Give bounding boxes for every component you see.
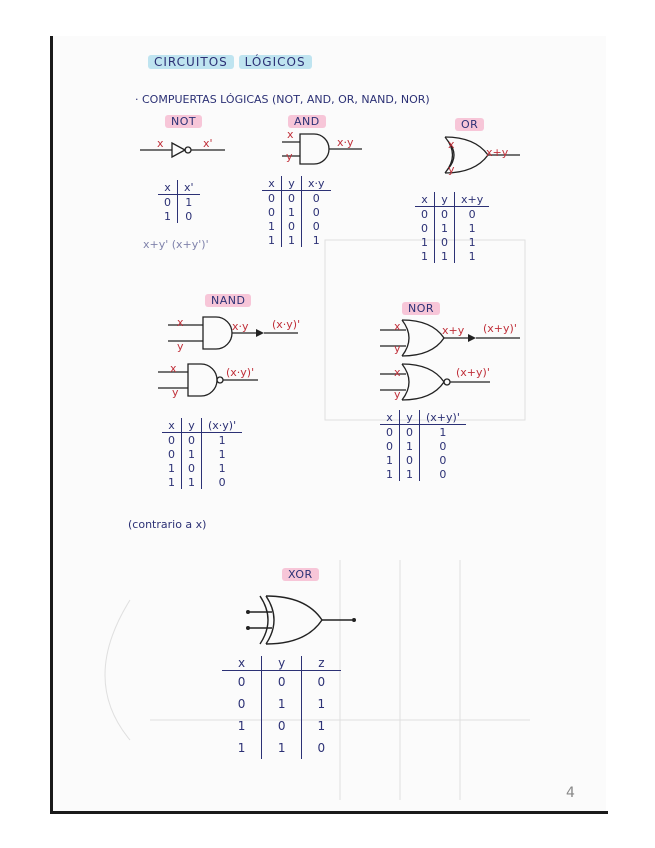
not-output-label: x' xyxy=(203,137,213,150)
xor-cell: 1 xyxy=(237,719,246,733)
page-number: 4 xyxy=(566,785,575,801)
or-truth-table xyxy=(415,192,489,263)
not-gate-symbol xyxy=(140,138,230,168)
nor-truth-table xyxy=(380,410,466,481)
nor2-input-x: x xyxy=(394,366,401,379)
nor1-mid-label: x+y xyxy=(442,324,465,337)
or-input-x: x xyxy=(448,138,455,151)
nand1-input-x: x xyxy=(177,316,184,329)
or-cell: 1 xyxy=(455,249,490,263)
nor-label: NOR xyxy=(402,302,440,315)
nand-cell: 1 xyxy=(168,461,175,475)
xor-cell: 0 xyxy=(237,697,246,711)
not-header-x: x xyxy=(158,180,178,195)
title-word-2: LÓGICOS xyxy=(239,55,312,69)
nand1-mid-label: x·y xyxy=(232,320,249,333)
nand-cell: 1 xyxy=(202,447,243,461)
and-output-label: x·y xyxy=(337,136,354,149)
nor2-input-y: y xyxy=(394,388,401,401)
nand1-output-label: (x·y)' xyxy=(272,318,301,331)
xor-cell: 1 xyxy=(237,741,246,755)
nor-cell: 0 xyxy=(386,439,393,453)
nand2-input-x: x xyxy=(170,362,177,375)
xor-cell: 0 xyxy=(237,675,246,689)
or-header-out: x+y xyxy=(455,192,490,207)
nand-cell: 0 xyxy=(182,461,202,475)
xor-truth-table xyxy=(222,656,341,759)
xor-cell: 0 xyxy=(302,671,341,694)
not-cell: 1 xyxy=(178,195,200,210)
nor-header-y: y xyxy=(400,410,420,425)
not-cell: 0 xyxy=(178,209,200,223)
and-cell: 0 xyxy=(282,219,302,233)
or-cell: 1 xyxy=(455,221,490,235)
and-input-y: y xyxy=(286,150,293,163)
or-cell: 1 xyxy=(455,235,490,249)
contrary-note: (contrario a x) xyxy=(128,518,207,531)
nor-cell: 0 xyxy=(386,425,393,439)
or-cell: 0 xyxy=(435,207,455,222)
not-truth-table xyxy=(158,180,200,223)
nand2-output-label: (x·y)' xyxy=(226,366,255,379)
nor-cell: 1 xyxy=(400,467,420,481)
nand-cell: 1 xyxy=(202,433,243,448)
nand-cell: 1 xyxy=(168,475,175,489)
nand-header-y: y xyxy=(182,418,202,433)
and-cell: 1 xyxy=(268,233,275,247)
page-title xyxy=(148,55,312,69)
nand-cell: 1 xyxy=(202,461,243,475)
not-cell: 1 xyxy=(164,209,171,223)
nand-cell: 0 xyxy=(182,433,202,448)
nand-header-out: (x·y)' xyxy=(202,418,243,433)
nor1-output-label: (x+y)' xyxy=(483,322,517,335)
or-header-x: x xyxy=(415,192,435,207)
page-bottom-edge xyxy=(50,811,608,814)
not-cell: 0 xyxy=(164,195,171,209)
and-cell: 0 xyxy=(282,191,302,206)
xor-cell: 0 xyxy=(302,737,341,759)
xor-cell: 1 xyxy=(302,715,341,737)
and-header-out: x·y xyxy=(302,176,331,191)
nor-cell: 1 xyxy=(400,439,420,453)
xor-header-y: y xyxy=(262,656,302,671)
xor-gate-symbol xyxy=(240,592,365,652)
nand-gate-title xyxy=(205,294,251,307)
and-label: AND xyxy=(288,115,326,128)
section-subtitle: · COMPUERTAS LÓGICAS (NOT, AND, OR, NAND, NOR) xyxy=(135,93,430,106)
not-label: NOT xyxy=(165,115,202,128)
and-cell: 0 xyxy=(302,219,331,233)
title-word-1: CIRCUITOS xyxy=(148,55,234,69)
nor1-input-y: y xyxy=(394,342,401,355)
or-cell: 0 xyxy=(435,235,455,249)
or-cell: 0 xyxy=(421,221,428,235)
nand-cell: 1 xyxy=(182,447,202,461)
nor-header-x: x xyxy=(380,410,400,425)
nor-cell: 0 xyxy=(400,453,420,467)
nand-cell: 0 xyxy=(202,475,243,489)
not-input-label: x xyxy=(157,137,164,150)
and-gate-title xyxy=(288,115,326,128)
and-cell: 0 xyxy=(302,205,331,219)
nand2-input-y: y xyxy=(172,386,179,399)
nor-cell: 0 xyxy=(420,467,466,481)
nand-cell: 1 xyxy=(182,475,202,489)
nor-cell: 1 xyxy=(386,453,393,467)
nor-cell: 0 xyxy=(420,439,466,453)
xor-label: XOR xyxy=(282,568,319,581)
xor-cell: 1 xyxy=(262,693,302,715)
or-label: OR xyxy=(455,118,484,131)
and-header-y: y xyxy=(282,176,302,191)
xor-header-x: x xyxy=(222,656,262,671)
or-input-y: y xyxy=(448,163,455,176)
nor-header-out: (x+y)' xyxy=(420,410,466,425)
xor-cell: 0 xyxy=(262,671,302,694)
and-truth-table xyxy=(262,176,331,247)
or-cell: 1 xyxy=(435,221,455,235)
and-header-x: x xyxy=(262,176,282,191)
and-cell: 0 xyxy=(268,205,275,219)
nand-truth-table xyxy=(162,418,242,489)
or-cell: 0 xyxy=(421,207,428,221)
nor-gate-title xyxy=(402,302,440,315)
nor1-input-x: x xyxy=(394,320,401,333)
xor-header-z: z xyxy=(302,656,341,671)
or-cell: 1 xyxy=(421,249,428,263)
or-output-label: x+y xyxy=(486,146,509,159)
xor-cell: 1 xyxy=(262,737,302,759)
side-note: x+y' (x+y')' xyxy=(143,238,209,251)
nand1-input-y: y xyxy=(177,340,184,353)
nand-cell: 0 xyxy=(168,447,175,461)
nor2-output-label: (x+y)' xyxy=(456,366,490,379)
not-header-out: x' xyxy=(178,180,200,195)
and-input-x: x xyxy=(287,128,294,141)
or-cell: 1 xyxy=(421,235,428,249)
and-cell: 1 xyxy=(302,233,331,247)
nor-cell: 0 xyxy=(420,453,466,467)
and-gate-symbol xyxy=(282,132,372,168)
or-gate-title xyxy=(455,118,484,131)
xor-cell: 0 xyxy=(262,715,302,737)
or-cell: 0 xyxy=(455,207,490,222)
nor-cell: 0 xyxy=(400,425,420,440)
nor-cell: 1 xyxy=(386,467,393,481)
nand-label: NAND xyxy=(205,294,251,307)
nor-cell: 1 xyxy=(420,425,466,440)
or-header-y: y xyxy=(435,192,455,207)
xor-cell: 1 xyxy=(302,693,341,715)
nand-header-x: x xyxy=(162,418,182,433)
nand-cell: 0 xyxy=(168,433,175,447)
and-cell: 1 xyxy=(282,205,302,219)
page-left-edge xyxy=(50,36,53,814)
not-gate-title xyxy=(165,115,202,128)
and-cell: 0 xyxy=(268,191,275,205)
and-cell: 0 xyxy=(302,191,331,206)
and-cell: 1 xyxy=(268,219,275,233)
xor-gate-title xyxy=(282,568,319,581)
or-cell: 1 xyxy=(435,249,455,263)
and-cell: 1 xyxy=(282,233,302,247)
